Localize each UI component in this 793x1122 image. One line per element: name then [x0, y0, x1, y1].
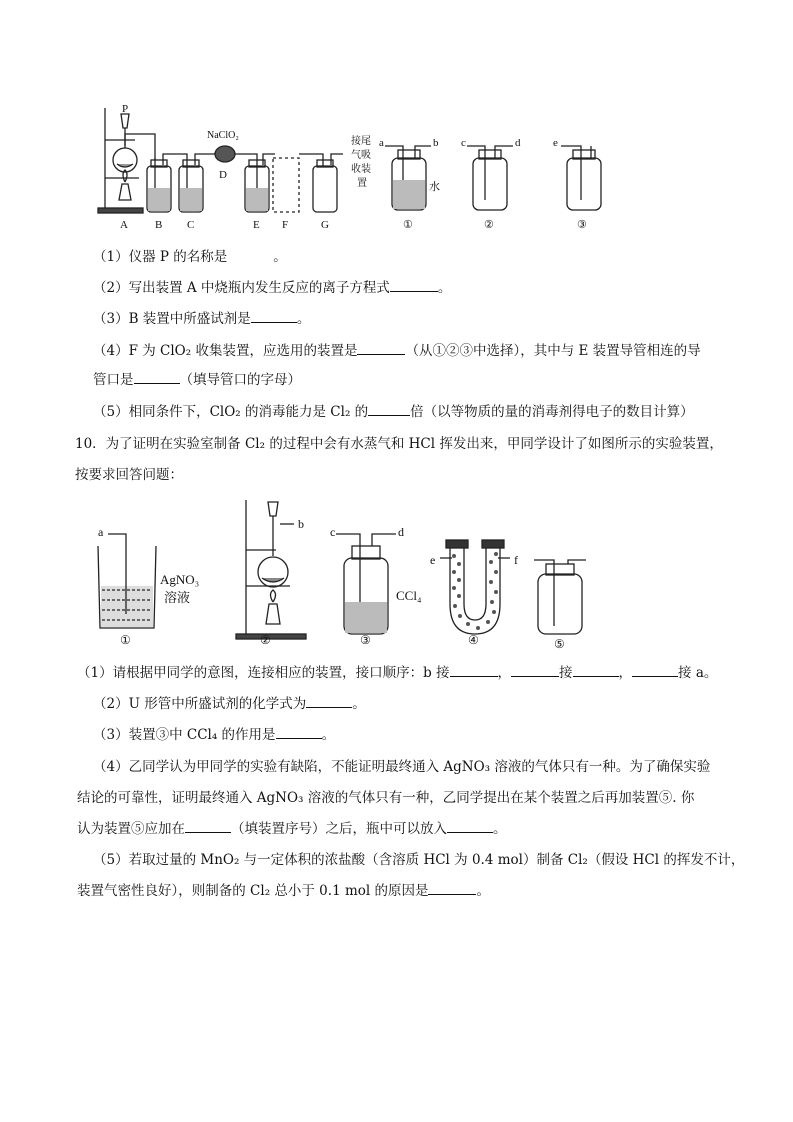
port-d2: d	[398, 525, 404, 539]
fig2-label-2: ②	[260, 633, 271, 647]
q10-stem-2: 按要求回答问题：	[75, 467, 183, 483]
answer-blank[interactable]	[276, 726, 322, 739]
label-solution: 溶液	[164, 590, 191, 605]
q10-s5a: （5）若取过量的 MnO₂ 与一定体积的浓盐酸（含溶质 HCl 为 0.4 mol）制备 Cl₂（假设 HCl 的挥发不计，	[93, 852, 745, 868]
answer-blank[interactable]	[227, 249, 273, 261]
answer-blank[interactable]	[428, 882, 476, 895]
side-note-2: 气吸	[351, 150, 371, 161]
answer-blank[interactable]	[251, 310, 297, 323]
port-a: a	[379, 137, 384, 149]
opt-3: ③	[577, 219, 587, 231]
opt-2: ②	[484, 219, 494, 231]
answer-blank[interactable]	[511, 664, 559, 677]
label-d: D	[219, 169, 227, 181]
port-c2: c	[330, 525, 336, 539]
fig2-label-3: ③	[360, 633, 371, 647]
q10-s5b: 装置气密性良好），则制备的 Cl₂ 总小于 0.1 mol 的原因是 。	[77, 883, 490, 899]
label-c: C	[187, 219, 195, 231]
q10-s4a: （4）乙同学认为甲同学的实验有缺陷，不能证明最终通入 AgNO₃ 溶液的气体只有一种。为了确保实验	[93, 759, 711, 775]
q9-s3: （3）B 装置中所盛试剂是 。	[93, 311, 311, 327]
answer-blank[interactable]	[306, 695, 352, 708]
q10-s4c: 认为装置⑤应加在 （填装置序号）之后，瓶中可以放入 。	[77, 821, 507, 837]
label-agno3: AgNO₃	[160, 572, 200, 587]
answer-blank[interactable]	[447, 820, 493, 833]
q9-s4a: （4）F 为 ClO₂ 收集装置，应选用的装置是 （从①②③中选择），其中与 E 装置导管相连的导	[93, 343, 701, 359]
port-c: c	[461, 137, 466, 149]
q9-s2: （2）写出装置 A 中烧瓶内发生反应的离子方程式 。	[93, 280, 452, 296]
q9-s4b: 管口是 （填导管口的字母）	[93, 372, 301, 388]
fig2-label-4: ④	[468, 633, 479, 647]
q10-s1: （1）请根据甲同学的意图，连接相应的装置，接口顺序：b 接 ， 接 ， 接 a。	[77, 665, 718, 681]
answer-blank[interactable]	[390, 279, 438, 292]
figure-1-apparatus	[95, 100, 615, 236]
opt-1: ①	[403, 219, 413, 231]
label-a: A	[120, 219, 128, 231]
label-b: B	[155, 219, 163, 231]
q9-s5: （5）相同条件下，ClO₂ 的消毒能力是 Cl₂ 的 倍（以等物质的量的消毒剂得电子的数目计算）	[93, 404, 694, 420]
port-b: b	[433, 137, 439, 149]
fig2-label-1: ①	[120, 633, 131, 647]
port-e: e	[553, 137, 558, 149]
q10-s4b: 结论的可靠性，证明最终通入 AgNO₃ 溶液的气体只有一种，乙同学提出在某个装置之后再加装置⑤. 你	[77, 790, 695, 806]
label-g: G	[321, 219, 329, 231]
port-d: d	[515, 137, 521, 149]
side-note-3: 收装	[351, 164, 371, 175]
label-e: E	[253, 219, 260, 231]
q10-s3: （3）装置③中 CCl₄ 的作用是 。	[93, 727, 336, 743]
side-note-1: 接尾	[351, 136, 371, 147]
answer-blank[interactable]	[368, 403, 410, 416]
answer-blank[interactable]	[185, 820, 231, 833]
port-e2: e	[430, 553, 436, 567]
port-f2: f	[514, 553, 518, 567]
fig2-label-5: ⑤	[554, 637, 565, 650]
answer-blank[interactable]	[632, 664, 678, 677]
label-f: F	[282, 219, 289, 231]
q9-s1: （1）仪器 P 的名称是 。	[93, 249, 287, 265]
label-water: 水	[429, 181, 440, 193]
label-ccl4: CCl₄	[396, 588, 422, 603]
port-b2: b	[298, 517, 304, 531]
q10-s2: （2）U 形管中所盛试剂的化学式为 。	[93, 696, 366, 712]
figure-2-apparatus	[90, 494, 610, 650]
answer-blank[interactable]	[450, 664, 498, 677]
side-note-4: 置	[357, 178, 367, 189]
answer-blank[interactable]	[134, 371, 180, 384]
port-a2: a	[98, 525, 104, 539]
answer-blank[interactable]	[357, 342, 405, 355]
q10-stem-1: 10．为了证明在实验室制备 Cl₂ 的过程中会有水蒸气和 HCl 挥发出来，甲同学设计了如图所示的实验装置，	[75, 436, 723, 452]
answer-blank[interactable]	[573, 664, 619, 677]
label-p: P	[122, 103, 129, 115]
label-reagent: NaClO₂	[207, 130, 239, 141]
